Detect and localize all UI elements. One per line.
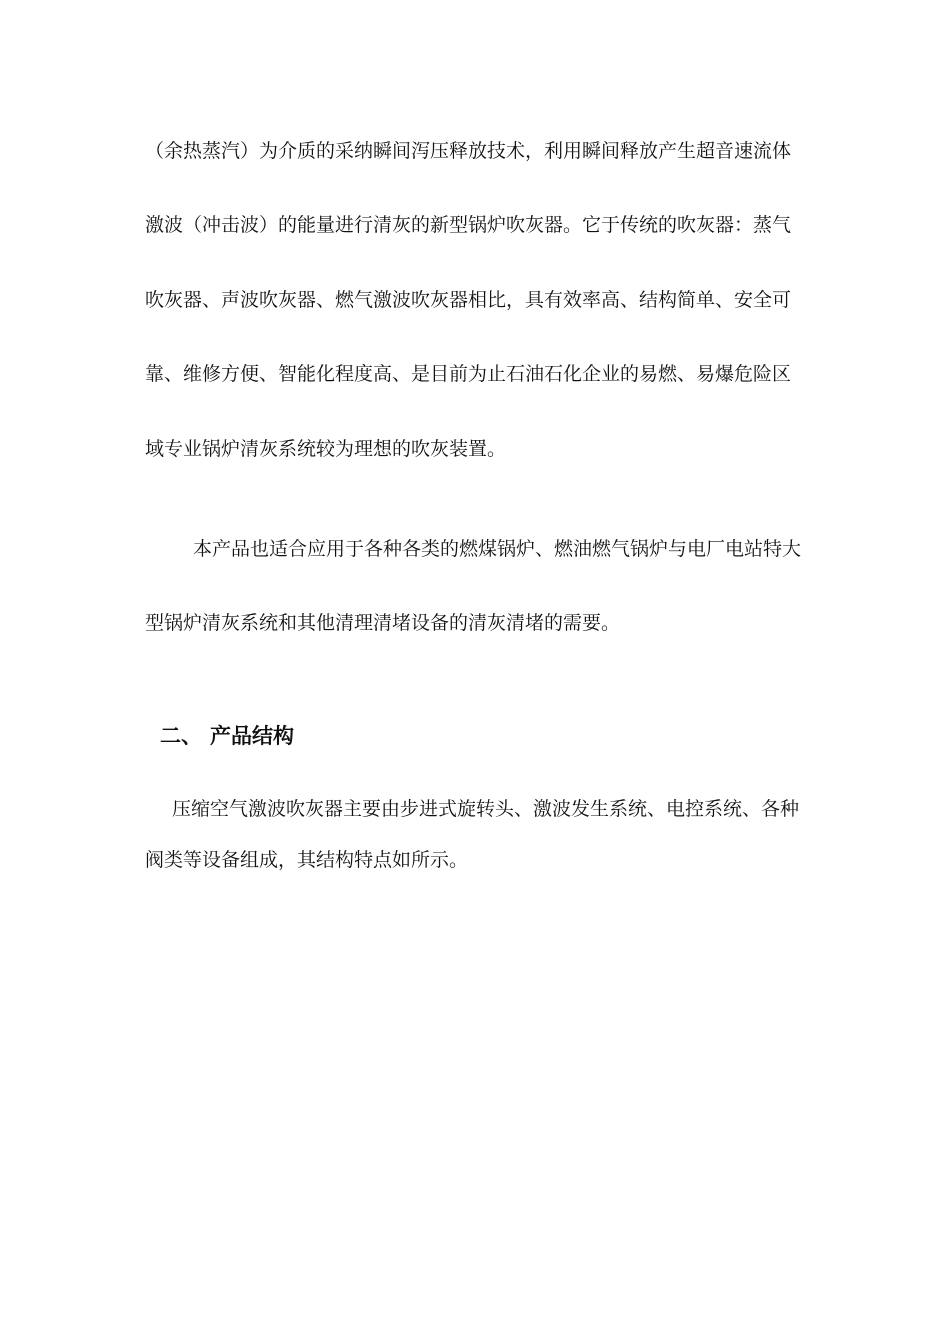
paragraph-2-line-1: 本产品也适合应用于各种各类的燃煤锅炉、燃油燃气锅炉与电厂电站特大 — [193, 538, 802, 560]
paragraph-1-line-2: 激波（冲击波）的能量进行清灰的新型锅炉吹灰器。它于传统的吹灰器：蒸气 — [145, 214, 792, 236]
paragraph-1-line-4: 靠、维修方便、智能化程度高、是目前为止石油石化企业的易燃、易爆危险区 — [145, 363, 792, 385]
paragraph-1-line-5: 域专业锅炉清灰系统较为理想的吹灰装置。 — [145, 438, 507, 460]
section-number: 二、 — [160, 724, 202, 748]
section-title: 产品结构 — [210, 724, 294, 748]
paragraph-3-line-2: 阀类等设备组成，其结构特点如所示。 — [145, 849, 469, 871]
paragraph-1-line-1: （余热蒸汽）为介质的采纳瞬间泻压释放技术，利用瞬间释放产生超音速流体 — [145, 140, 792, 162]
paragraph-2-line-2: 型锅炉清灰系统和其他清理清堵设备的清灰清堵的需要。 — [145, 612, 621, 634]
paragraph-3-line-1: 压缩空气激波吹灰器主要由步进式旋转头、激波发生系统、电控系统、各种 — [172, 798, 800, 820]
paragraph-1-line-3: 吹灰器、声波吹灰器、燃气激波吹灰器相比，具有效率高、结构简单、安全可 — [145, 289, 792, 311]
section-heading — [160, 722, 294, 750]
